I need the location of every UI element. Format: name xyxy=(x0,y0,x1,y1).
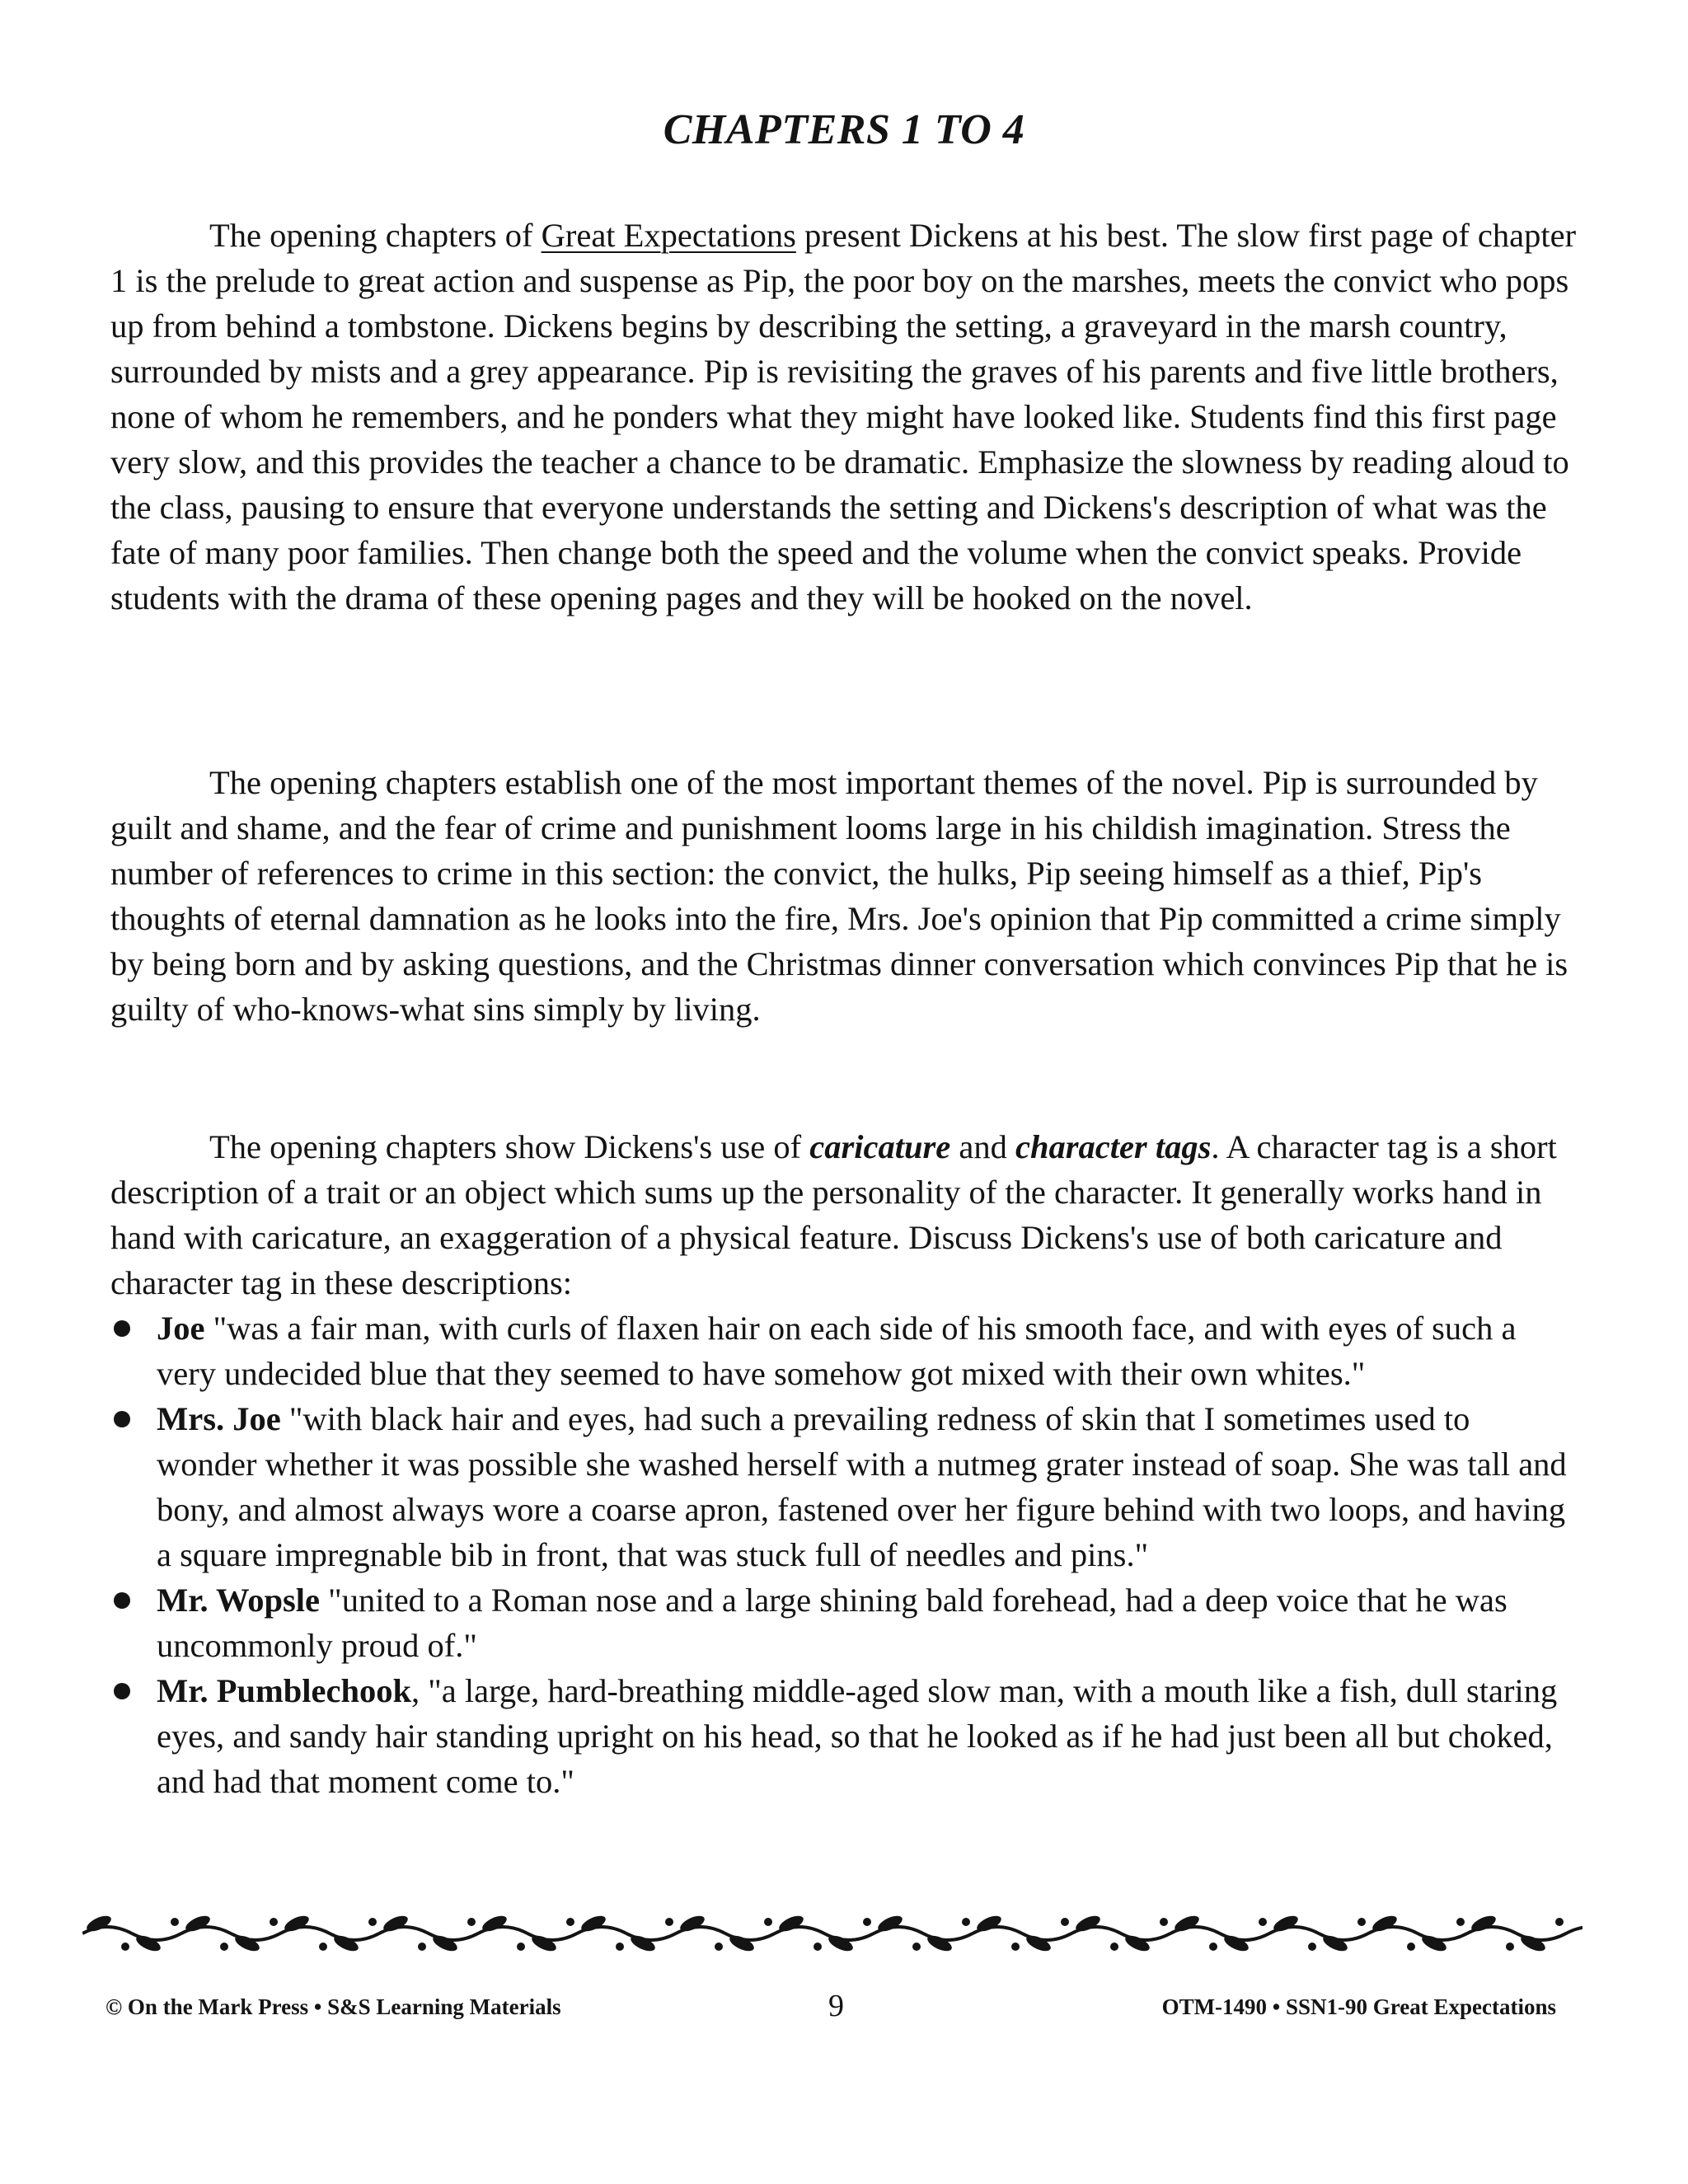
list-item xyxy=(110,1577,1578,1668)
page-title: CHAPTERS 1 TO 4 xyxy=(663,106,1025,153)
bullet-icon xyxy=(114,1320,130,1337)
footer-publisher: © On the Mark Press • S&S Learning Materials xyxy=(106,1994,561,2019)
para3-before: The opening chapters show Dickens's use of xyxy=(209,1128,810,1165)
term-character-tags: character tags xyxy=(1015,1128,1212,1165)
book-title: Great Expectations xyxy=(541,217,796,254)
para1-before: The opening chapters of xyxy=(209,217,542,254)
para3-after: . A character tag is a short description of a trait or an object which sums up the personality of the character. It generally works hand in hand with caricature, an exaggeration of a physical feature. Discuss Dickens's use of both caricature and character tag in these descriptions: xyxy=(110,1128,1557,1301)
para1-after: present Dickens at his best. The slow first page of chapter 1 is the prelude to great action and suspense as Pip, the poor boy on the marshes, meets the convict who pops up from behind a tombstone. Dickens begins by describing the setting, a graveyard in the marsh country, surrounded by mists and a grey appearance. Pip is revisiting the graves of his parents and five little brothers, none of whom he remembers, and he ponders what they might have looked like. Students find this first page very slow, and this provides the teacher a chance to be dramatic. Emphasize the slowness by reading aloud to the class, pausing to ensure that everyone understands the setting and Dickens's description of what was the fate of many poor families. Then change both the speed and the volume when the convict speaks. Provide students with the drama of these opening pages and they will be hooked on the novel. xyxy=(110,217,1577,616)
bullet-icon xyxy=(114,1592,130,1609)
page-number: 9 xyxy=(828,1989,844,2023)
footer-series: OTM-1490 • SSN1-90 Great Expectations xyxy=(1161,1994,1556,2019)
paragraph-2: The opening chapters establish one of the most important themes of the novel. Pip is surrounded by guilt and shame, and the fear of crime and punishment looms large in his childish imagination. Stress the number of references to crime in this section: the convict, the hulks, Pip seeing himself as a thief, Pip's thoughts of eternal damnation as he looks into the fire, Mrs. Joe's opinion that Pip committed a crime simply by being born and by asking questions, and the Christmas dinner conversation which convinces Pip that he is guilty of who-knows-what sins simply by living. xyxy=(110,764,1568,1028)
bullet-icon xyxy=(114,1683,130,1699)
character-quote: "united to a Roman nose and a large shining bald forehead, had a deep voice that he was uncommonly proud of." xyxy=(157,1582,1507,1664)
vine-divider-icon xyxy=(82,1905,1582,1957)
character-name: Mr. Pumblechook xyxy=(157,1672,412,1709)
list-item xyxy=(110,1396,1578,1577)
list-item xyxy=(110,1305,1578,1396)
list-item xyxy=(110,1668,1578,1804)
character-name: Joe xyxy=(157,1310,205,1347)
character-name: Mr. Wopsle xyxy=(157,1582,321,1619)
character-quote: "was a fair man, with curls of flaxen hair on each side of his smooth face, and with eyes of such a very undecided blue that they seemed to have somehow got mixed with their own whites." xyxy=(157,1310,1517,1392)
paragraph-themes xyxy=(110,760,1578,1032)
character-name: Mrs. Joe xyxy=(157,1400,281,1437)
paragraph-1 xyxy=(110,213,1578,621)
bullet-icon xyxy=(114,1411,130,1427)
character-list xyxy=(110,1305,1578,1804)
term-caricature: caricature xyxy=(809,1128,951,1165)
paragraph-caricature xyxy=(110,1124,1578,1804)
character-quote: "with black hair and eyes, had such a prevailing redness of skin that I sometimes used to wonder whether it was possible she washed herself with a nutmeg grater instead of soap. She was tall and bony, and almost always wore a coarse apron, fastened over her figure behind with two loops, and having a square impregnable bib in front, that was stuck full of needles and pins." xyxy=(157,1400,1567,1573)
para3-mid: and xyxy=(950,1128,1015,1165)
paragraph-opening xyxy=(110,213,1578,621)
paragraph-3 xyxy=(110,1124,1578,1305)
character-quote: , "a large, hard-breathing middle-aged slow man, with a mouth like a fish, dull staring eyes, and sandy hair standing upright on his head, so that he looked as if he had just been all but choked, and had that moment come to." xyxy=(157,1672,1558,1800)
